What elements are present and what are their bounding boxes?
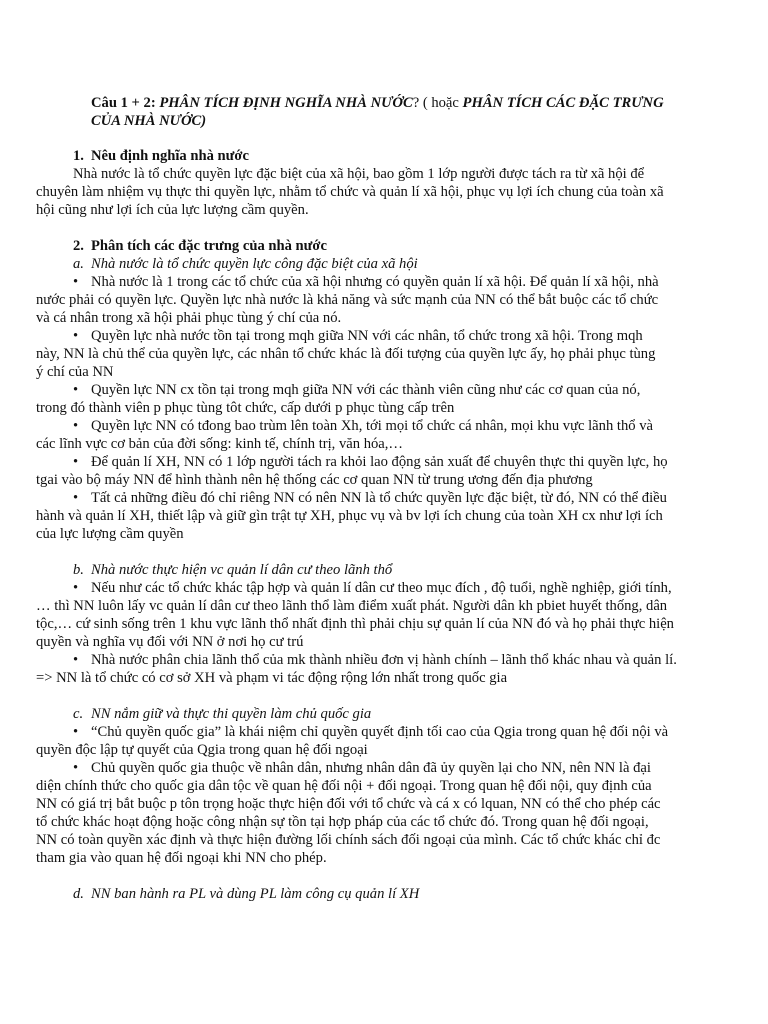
section-2-heading: 2. Phân tích các đặc trưng của nhà nước — [73, 238, 327, 254]
subsection-d-title: d. NN ban hành ra PL và dùng PL làm công cụ quản lí XH — [73, 886, 420, 902]
section-2 — [36, 237, 713, 903]
list-item: • Quyền lực NN có tđong bao trùm lên toàn Xh, tới mọi tổ chức cá nhân, mọi khu vực lãnh thổ và các lĩnh vực cơ bản của đời sống: kinh tế, chính trị, văn hóa,… — [36, 418, 653, 452]
list-item: • Quyền lực NN cx tồn tại trong mqh giữa NN với các thành viên cũng như các cơ quan của nó, trong đó thành viên p phục tùng tôt chức, cấp dưới p phục tùng cấp trên — [36, 382, 641, 416]
list-item: • Nếu như các tổ chức khác tập hợp và quản lí dân cư theo mục đích , độ tuổi, nghề nghiệp, giới tính, … thì NN luôn lấy vc quản lí dân cư theo lãnh thổ làm điểm xuất phát. Người dân kh pbiet huyết thống, dân tộc,… cứ sinh sống trên 1 khu vực lãnh thổ nhất định thì phải chịu sự quản lí của NN đó và họ phải thực hiện quyền và nghĩa vụ đối với NN ở nơi họ cư trú — [36, 580, 674, 650]
subsection-b-title: b. Nhà nước thực hiện vc quản lí dân cư theo lãnh thổ — [73, 562, 393, 578]
list-item: • Quyền lực nhà nước tồn tại trong mqh giữa NN với các nhân, tổ chức trong xã hội. Trong mqh này, NN là chủ thể của quyền lực, các nhân tổ chức khác là đối tượng của quyền lực ấy, họ phải phục tùng ý chí của NN — [36, 328, 656, 380]
list-item: • “Chủ quyền quốc gia” là khái niệm chỉ quyền quyết định tối cao của Qgia trong quan hệ đối nội và quyền độc lập tự quyết của Qgia trong quan hệ đối ngoại — [36, 724, 669, 758]
subsection-a-body — [36, 273, 713, 543]
section-1-body: Nhà nước là tổ chức quyền lực đặc biệt của xã hội, bao gồm 1 lớp người được tách ra từ xã hội để chuyên làm nhiệm vụ thực thi quyền lực, nhằm tổ chức và quản lí xã hội, phục vụ lợi ích chung của toàn xã hội cũng như lợi ích của lực lượng cầm quyền. — [36, 166, 664, 218]
list-item: • Chủ quyền quốc gia thuộc về nhân dân, nhưng nhân dân đã ủy quyền lại cho NN, nên NN là đại diện chính thức cho quốc gia dân tộc về quan hệ đối nội + đối ngoại. Trong quan hệ đối nội, quy định của NN có giá trị bắt buộc p tôn trọng hoặc thực hiện đối với tổ chức và cá x có lquan, NN có thể cho phép các tổ chức khác hoạt động hoặc công nhận sự tồn tại hợp pháp của các tổ chức đó. Trong quan hệ đối ngoại, NN có toàn quyền xác định và thực hiện đường lối chính sách đối ngoại của mình. Các tổ chức khác chỉ đc tham gia vào quan hệ đối ngoại khi NN cho phép. — [36, 760, 661, 866]
section-1-heading: 1. Nêu định nghĩa nhà nước — [73, 148, 249, 164]
subsection-c-body — [36, 723, 713, 867]
subsection-a-title: a. Nhà nước là tổ chức quyền lực công đặc biệt của xã hội — [73, 256, 418, 272]
subsection-c-title: c. NN nắm giữ và thực thi quyền làm chủ quốc gia — [73, 706, 372, 722]
document-title: Câu 1 + 2: PHÂN TÍCH ĐỊNH NGHĨA NHÀ NƯỚC? ( hoặc PHÂN TÍCH CÁC ĐẶC TRƯNG CỦA NHÀ NƯỚC) — [91, 95, 664, 129]
section-1 — [36, 147, 713, 219]
list-item: • Nhà nước phân chia lãnh thổ của mk thành nhiều đơn vị hành chính – lãnh thổ khác nhau và quản lí. => NN là tổ chức có cơ sở XH và phạm vi tác động rộng lớn nhất trong quốc gia — [36, 652, 677, 686]
subsection-b-body — [36, 579, 713, 687]
list-item: • Để quản lí XH, NN có 1 lớp người tách ra khỏi lao động sản xuất để chuyên thực thi quyền lực, họ tgai vào bộ máy NN để hình thành nên hệ thống các cơ quan NN từ trung ương đến địa phương — [36, 454, 668, 488]
list-item: • Nhà nước là 1 trong các tổ chức của xã hội nhưng có quyền quản lí xã hội. Để quản lí xã hội, nhà nước phải có quyền lực. Quyền lực nhà nước là khả năng và sức mạnh của NN có thể bắt buộc các tổ chức và cá nhân trong xã hội phải phục tùng ý chí của nó. — [36, 274, 659, 326]
list-item: • Tất cả những điều đó chỉ riêng NN có nên NN là tổ chức quyền lực đặc biệt, từ đó, NN có thể điều hành và quản lí XH, thiết lập và giữ gìn trật tự XH, phục vụ và bv lợi ích chung của toàn XH cx như lợi ích của lực lượng cầm quyền — [36, 490, 667, 542]
